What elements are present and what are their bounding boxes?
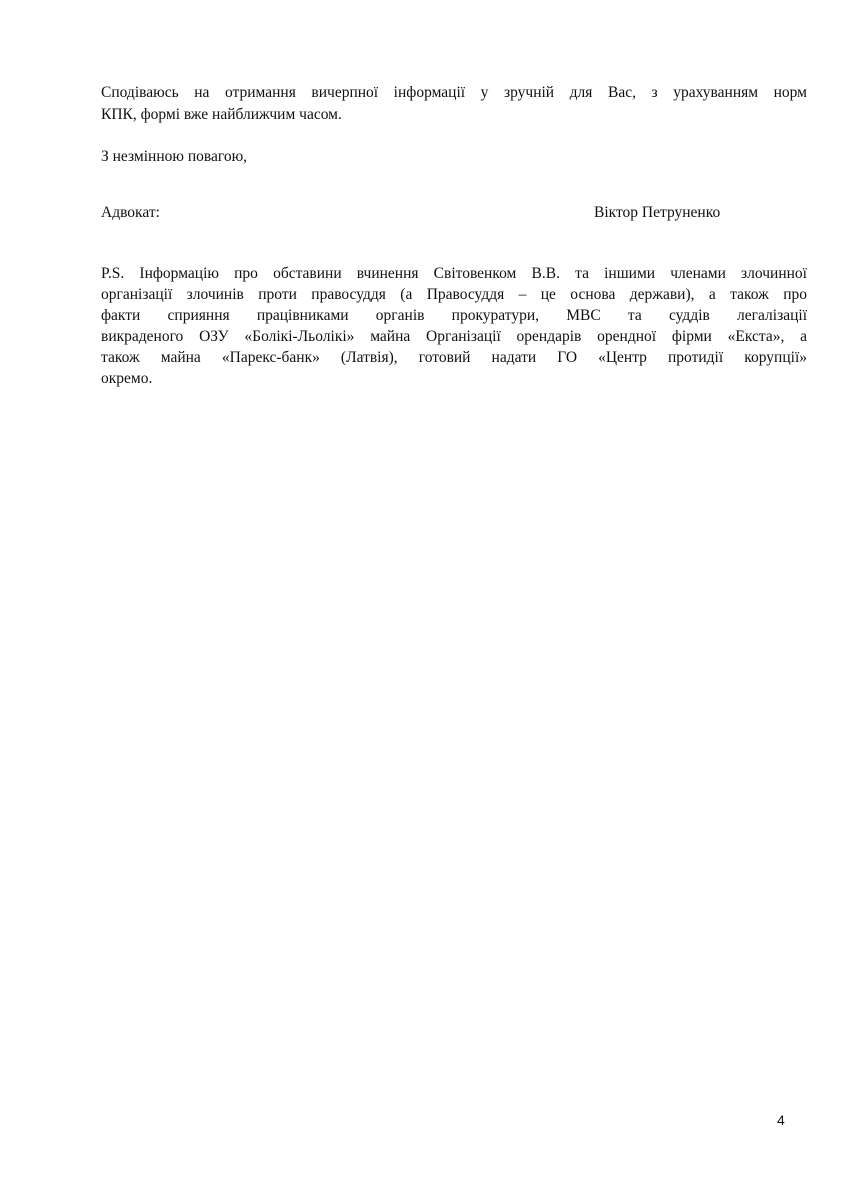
signature-name: Віктор Петруненко [594,204,721,221]
postscript-line: P.S. Інформацію про обставини вчинення Світовенком В.В. та іншими членами злочинної [101,265,807,282]
postscript-line: факти сприяння працівниками органів прокуратури, МВС та суддів легалізації [101,307,807,324]
postscript-line: також майна «Парекс-банк» (Латвія), готовий надати ГО «Центр протидії корупції» [101,349,807,366]
postscript-line: викраденого ОЗУ «Болікі-Льолікі» майна Організації орендарів орендної фірми «Екста», а [101,328,807,345]
signature-role: Адвокат: [101,204,160,221]
page-number: 4 [777,1112,785,1128]
postscript-line: окремо. [101,370,153,387]
paragraph-line: КПК, формі вже найближчим часом. [101,106,342,123]
salutation: З незмінною повагою, [101,148,248,165]
paragraph-line: Сподіваюсь на отримання вичерпної інформації у зручній для Вас, з урахуванням норм [101,84,807,101]
postscript-line: організації злочинів проти правосуддя (а Правосуддя – це основа держави), а також про [101,286,807,303]
